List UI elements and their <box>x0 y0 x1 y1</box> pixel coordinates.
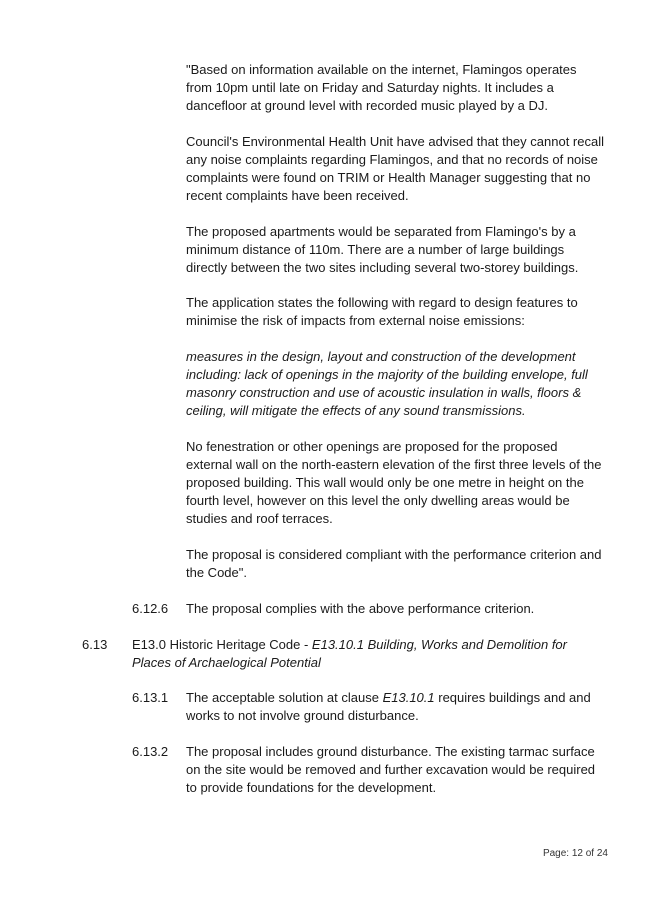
section-heading-plain: E13.0 Historic Heritage Code - <box>132 637 312 652</box>
quote-paragraph-4: The application states the following with regard to design features to minimise the risk of impacts from external noise emissions: <box>186 295 578 328</box>
quote-paragraph-1: "Based on information available on the internet, Flamingos operates from 10pm until late on Friday and Saturday nights. It includes a dancefloor at ground level with recorded music played by a DJ. <box>186 62 577 113</box>
item-6-13-1-before: The acceptable solution at clause <box>186 690 383 705</box>
item-number-6-13-2: 6.13.2 <box>132 744 169 759</box>
quote-paragraph-7: The proposal is considered compliant with the performance criterion and the Code". <box>186 547 602 580</box>
page-number: Page: 12 of 24 <box>542 848 608 859</box>
item-text-6-13-1 <box>186 689 604 725</box>
section-heading-italic: E13.10.1 Building, Works and Demolition for Places of Archaelogical Potential <box>132 637 567 670</box>
section-heading-6-13 <box>132 636 602 672</box>
clause-reference: E13.10.1 <box>382 690 435 705</box>
item-6-13-1-after: requires buildings and and works to not involve ground disturbance. <box>186 690 591 723</box>
quote-paragraph-6: No fenestration or other openings are proposed for the proposed external wall on the north-eastern elevation of the first three levels of the proposed building. This wall would only be one metre in height on the fourth level, however on this level the only dwelling areas would be studies and roof terraces. <box>186 439 602 526</box>
item-text-6-12-6: The proposal complies with the above performance criterion. <box>186 601 535 616</box>
item-text-6-13-2: The proposal includes ground disturbance. The existing tarmac surface on the site would be removed and further excavation would be required to provide foundations for the development. <box>186 744 596 795</box>
quote-paragraph-2: Council's Environmental Health Unit have advised that they cannot recall any noise complaints regarding Flamingos, and that no records of noise complaints were found on TRIM or Health Manager suggesting that no recent complaints have been received. <box>186 134 604 203</box>
section-number-6-13: 6.13 <box>82 637 108 652</box>
quote-paragraph-3: The proposed apartments would be separated from Flamingo's by a minimum distance of 110m. There are a number of large buildings directly between the two sites including several two-storey buildings. <box>186 224 579 275</box>
quote-paragraph-5: measures in the design, layout and construction of the development including: lack of openings in the majority of the building envelope, full masonry construction and use of acoustic insulation in walls, floors & ceiling, will mitigate the effects of any sound transmissions. <box>186 349 588 418</box>
item-number-6-12-6: 6.12.6 <box>132 601 169 616</box>
item-number-6-13-1: 6.13.1 <box>132 690 169 705</box>
